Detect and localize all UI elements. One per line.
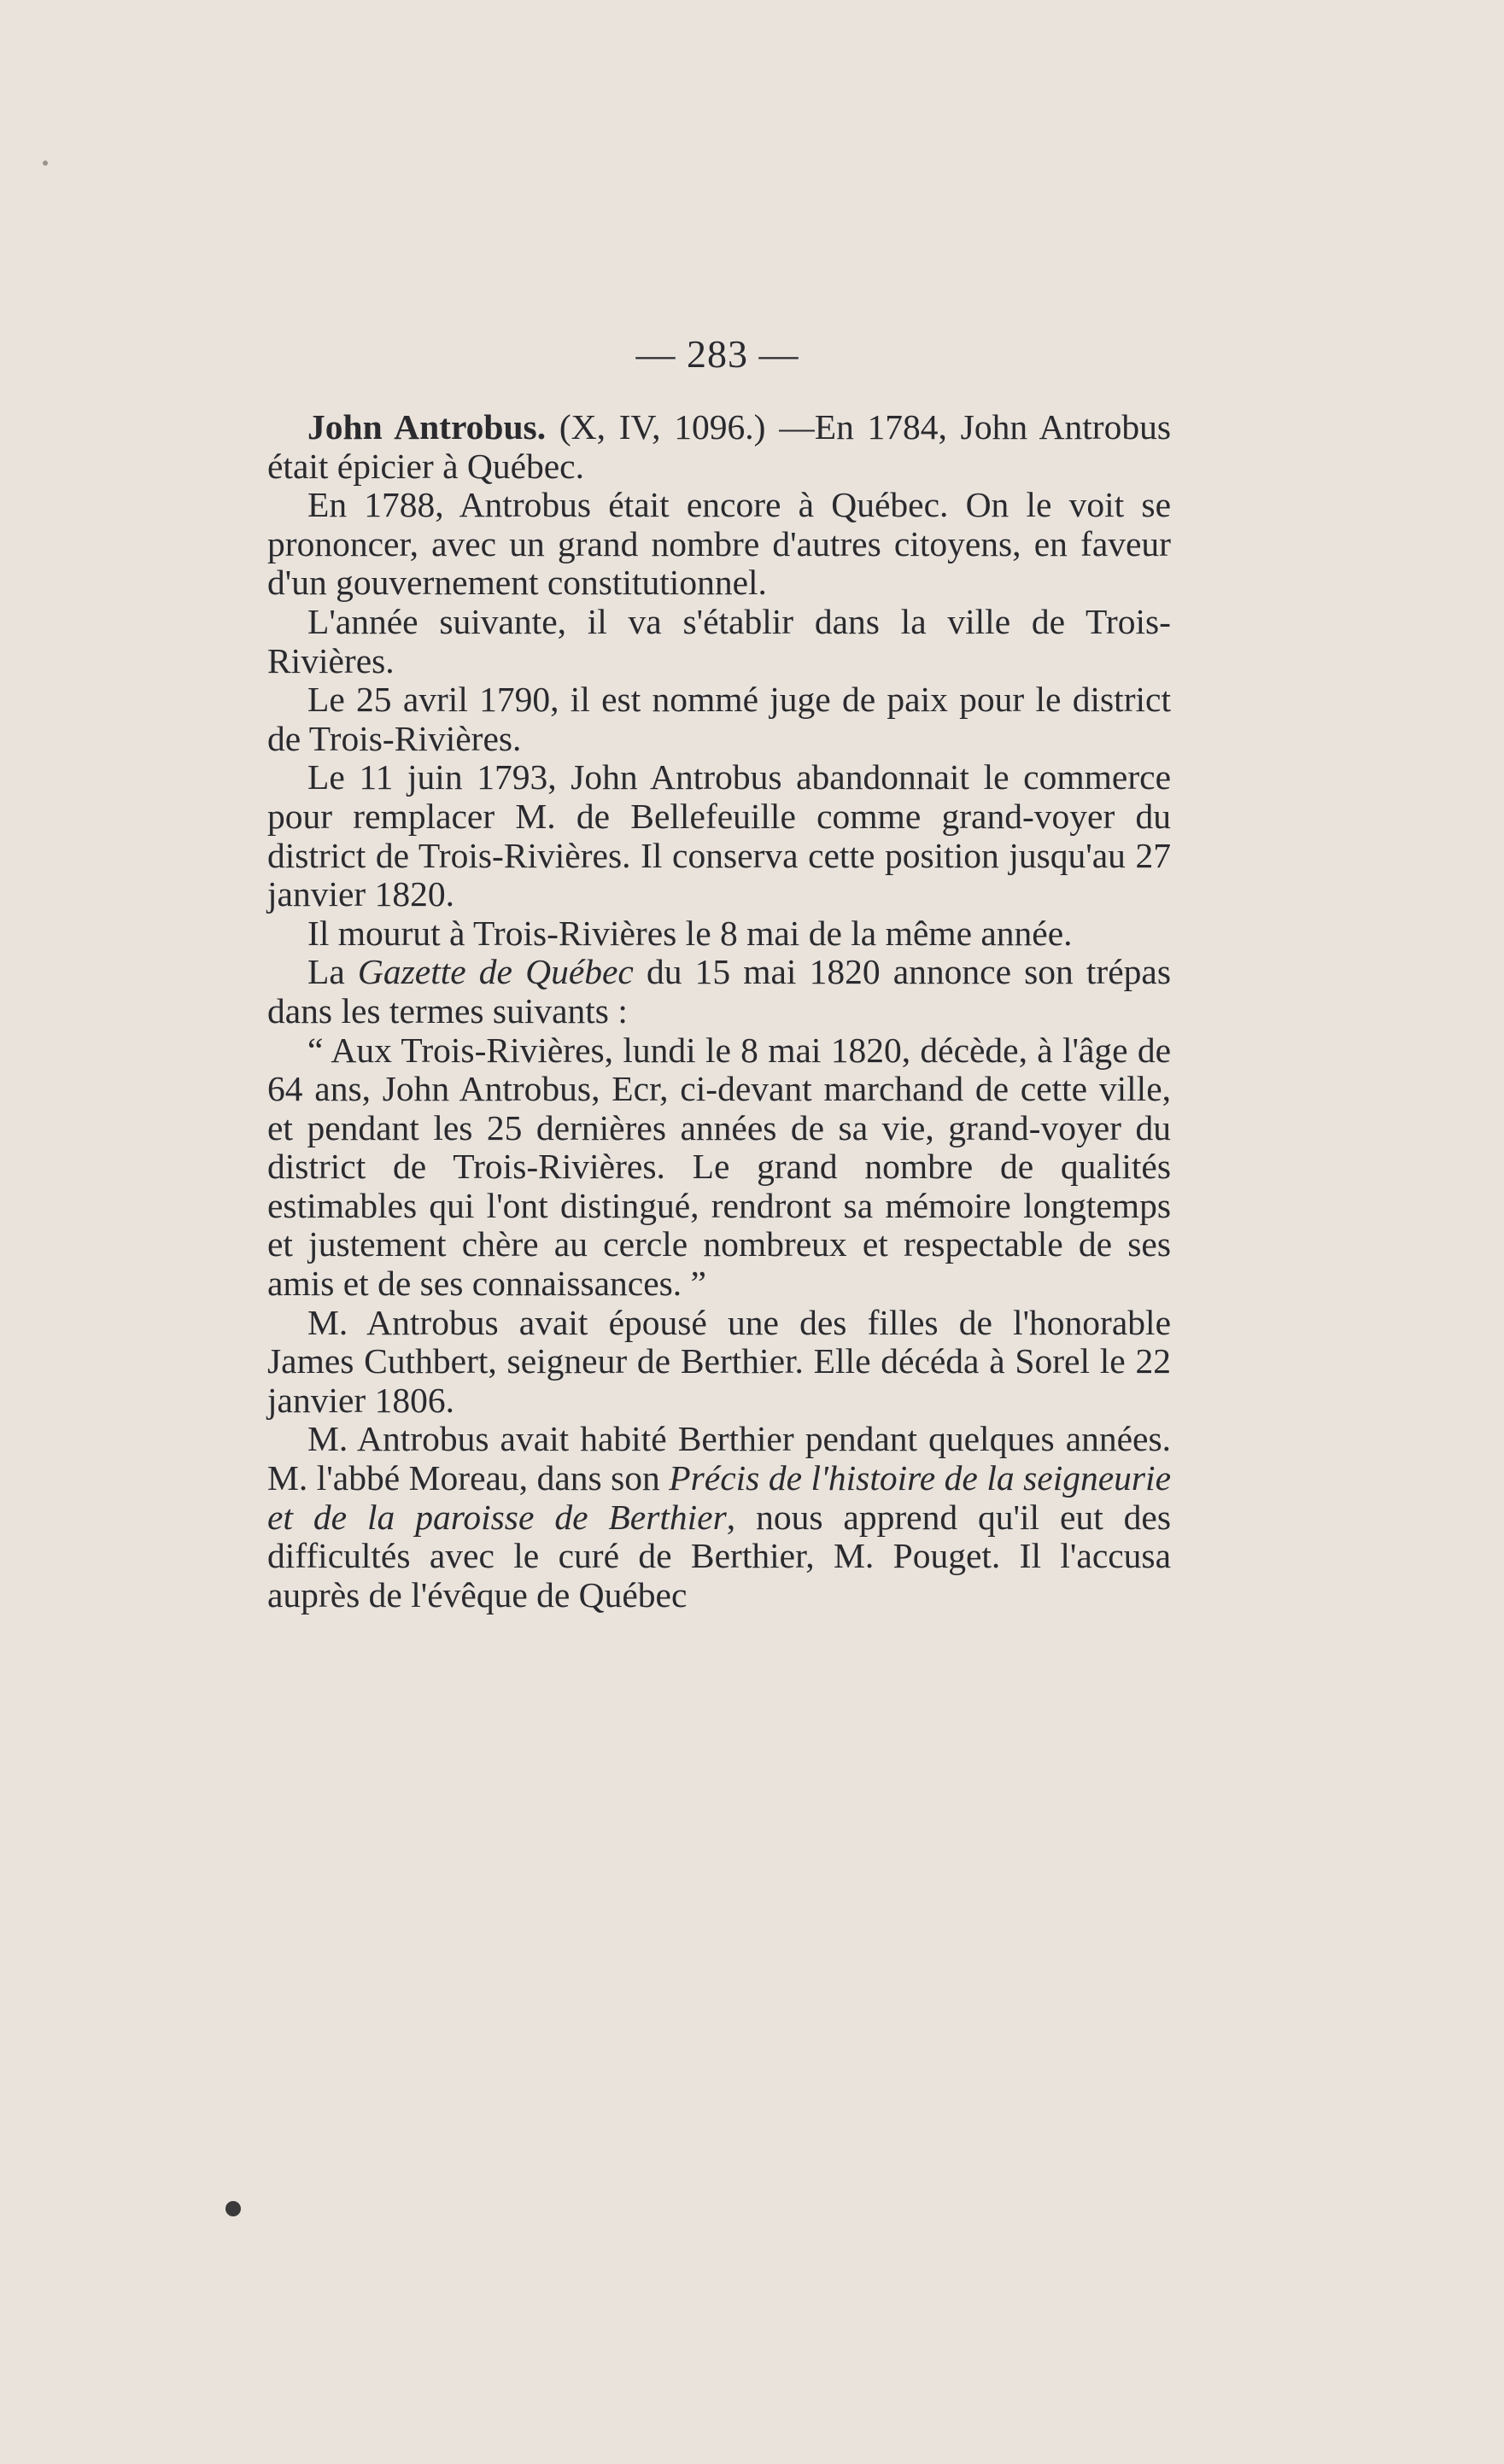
paragraph-1788: En 1788, Antrobus était encore à Québec. On le voit se prononcer, avec un grand nombre d'autres citoyens, en faveur d'un gouvernement constitutionnel. xyxy=(267,485,1171,603)
page-number: — 283 — xyxy=(635,332,799,376)
gazette-pre: La xyxy=(307,952,358,992)
body-text xyxy=(267,408,1171,1614)
paragraph-marriage: M. Antrobus avait épousé une des filles de l'honorable James Cuthbert, seigneur de Berthier. Elle décéda à Sorel le 22 janvier 1806. xyxy=(267,1302,1171,1420)
paragraph-quote: “ Aux Trois-Rivières, lundi le 8 mai 1820, décède, à l'âge de 64 ans, John Antrobus, Ecr, ci-devant marchand de cette ville, et pendant les 25 dernières années de sa vie, grand-voyer du district de Trois-Rivières. Le grand nombre de qualités estimables qui l'ont distingué, rendront sa mémoire longtemps et justement chère au cercle nombreux et respectable de ses amis et de ses connaissances. ” xyxy=(267,1030,1171,1304)
berthier-post: , nous apprend qu'il eut des difficultés avec le curé de Berthier, M. Pouget. Il l'accusa auprès de l'évêque de Québec xyxy=(267,1497,1171,1614)
paragraph-berthier xyxy=(267,1420,1171,1614)
gazette-post: du 15 mai 1820 annonce son trépas dans les termes suivants : xyxy=(267,952,1171,1031)
entry-title: John Antrobus. xyxy=(307,407,547,447)
berthier-pre: M. Antrobus avait habité Berthier pendant quelques années. M. l'abbé Moreau, dans son xyxy=(267,1419,1171,1498)
paper-speck xyxy=(43,161,48,166)
paragraph-death: Il mourut à Trois-Rivières le 8 mai de la même année. xyxy=(307,913,1073,953)
paragraph-gazette xyxy=(267,953,1171,1031)
paragraph-following-year: L'année suivante, il va s'établir dans la ville de Trois-Rivières. xyxy=(267,601,1171,680)
entry-reference: (X, IV, 1096.) —En 1784, John Antrobus était épicier à Québec. xyxy=(267,407,1171,486)
paragraph-1790: Le 25 avril 1790, il est nommé juge de paix pour le district de Trois-Rivières. xyxy=(267,680,1171,758)
paragraph-1793: Le 11 juin 1793, John Antrobus abandonnait le commerce pour remplacer M. de Bellefeuille comme grand-voyer du district de Trois-Rivières. Il conserva cette position jusqu'au 27 janvier 1820. xyxy=(267,757,1171,914)
gazette-title: Gazette de Québec xyxy=(357,952,634,992)
ink-speck xyxy=(225,2201,241,2216)
entry-paragraph xyxy=(267,408,1171,486)
berthier-title: Précis de l'histoire de la seigneurie et de la paroisse de Berthier xyxy=(267,1458,1171,1537)
